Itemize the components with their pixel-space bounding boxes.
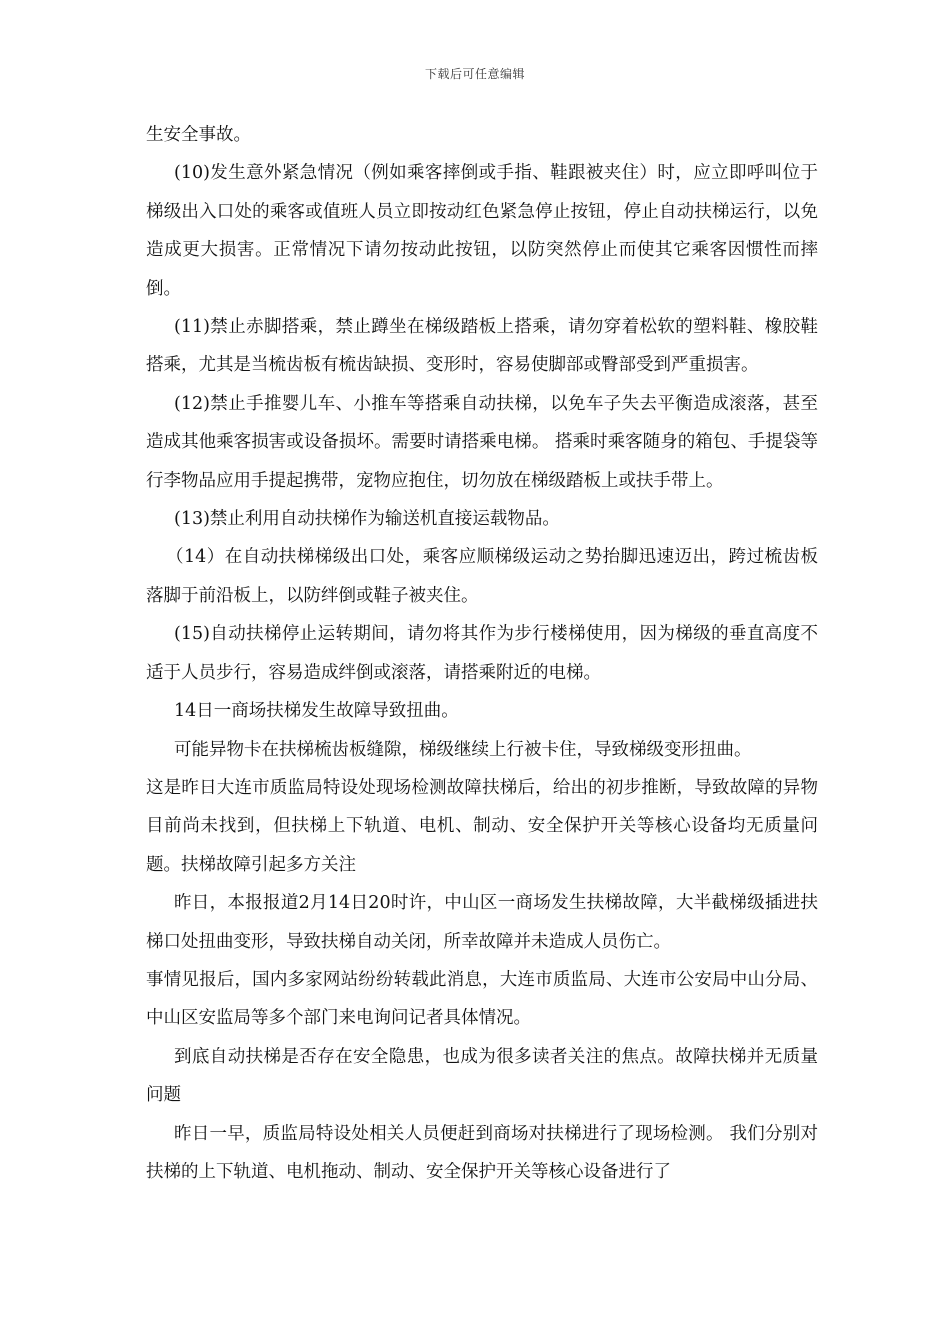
- paragraph: 生安全事故。: [146, 125, 251, 145]
- paragraph: 昨日一早，质监局特设处相关人员便赶到商场对扶梯进行了现场检测。 我们分别对扶梯的上下轨道、电机拖动、制动、安全保护开关等核心设备进行了: [146, 1123, 818, 1182]
- paragraph: (13)禁止利用自动扶梯作为输送机直接运载物品。: [174, 509, 560, 530]
- paragraph: 可能异物卡在扶梯梳齿板缝隙，梯级继续上行被卡住，导致梯级变形扭曲。: [174, 739, 752, 760]
- document-body: [146, 116, 818, 1191]
- paragraph: 事情见报后，国内多家网站纷纷转载此消息，大连市质监局、大连市公安局中山分局、中山区安监局等多个部门来电询问记者具体情况。: [146, 969, 818, 1029]
- paragraph: (11)禁止赤脚搭乘，禁止蹲坐在梯级踏板上搭乘，请勿穿着松软的塑料鞋、橡胶鞋搭乘，尤其是当梳齿板有梳齿缺损、变形时，容易使脚部或臀部受到严重损害。: [146, 317, 818, 376]
- paragraph: 到底自动扶梯是否存在安全隐患，也成为很多读者关注的焦点。故障扶梯并无质量问题: [146, 1046, 818, 1106]
- paragraph: (15)自动扶梯停止运转期间，请勿将其作为步行楼梯使用，因为梯级的垂直高度不适于人员步行，容易造成绊倒或滚落，请搭乘附近的电梯。: [146, 624, 818, 683]
- paragraph: 昨日，本报报道2月14日20时许，中山区一商场发生扶梯故障，大半截梯级插进扶梯口处扭曲变形，导致扶梯自动关闭，所幸故障并未造成人员伤亡。: [146, 893, 818, 952]
- page-header: 下载后可任意编辑: [424, 67, 525, 81]
- paragraph: 14日一商场扶梯发生故障导致扭曲。: [174, 701, 459, 722]
- paragraph: （14）在自动扶梯梯级出口处，乘客应顺梯级运动之势抬脚迅速迈出，跨过梳齿板落脚于前沿板上，以防绊倒或鞋子被夹住。: [146, 547, 818, 606]
- paragraph: (10)发生意外紧急情况（例如乘客摔倒或手指、鞋跟被夹住）时，应立即呼叫位于梯级出入口处的乘客或值班人员立即按动红色紧急停止按钮，停止自动扶梯运行，以免造成更大损害。正常情况下请勿按动此按钮，以防突然停止而使其它乘客因惯性而摔倒。: [146, 163, 818, 299]
- paragraph: 这是昨日大连市质监局特设处现场检测故障扶梯后，给出的初步推断，导致故障的异物目前尚未找到，但扶梯上下轨道、电机、制动、安全保护开关等核心设备均无质量问题。扶梯故障引起多方关注: [146, 777, 818, 875]
- paragraph: (12)禁止手推婴儿车、小推车等搭乘自动扶梯，以免车子失去平衡造成滚落，甚至造成其他乘客损害或设备损坏。需要时请搭乘电梯。 搭乘时乘客随身的箱包、手提袋等行李物品应用手提起携带，宠物应抱住，切勿放在梯级踏板上或扶手带上。: [146, 393, 818, 491]
